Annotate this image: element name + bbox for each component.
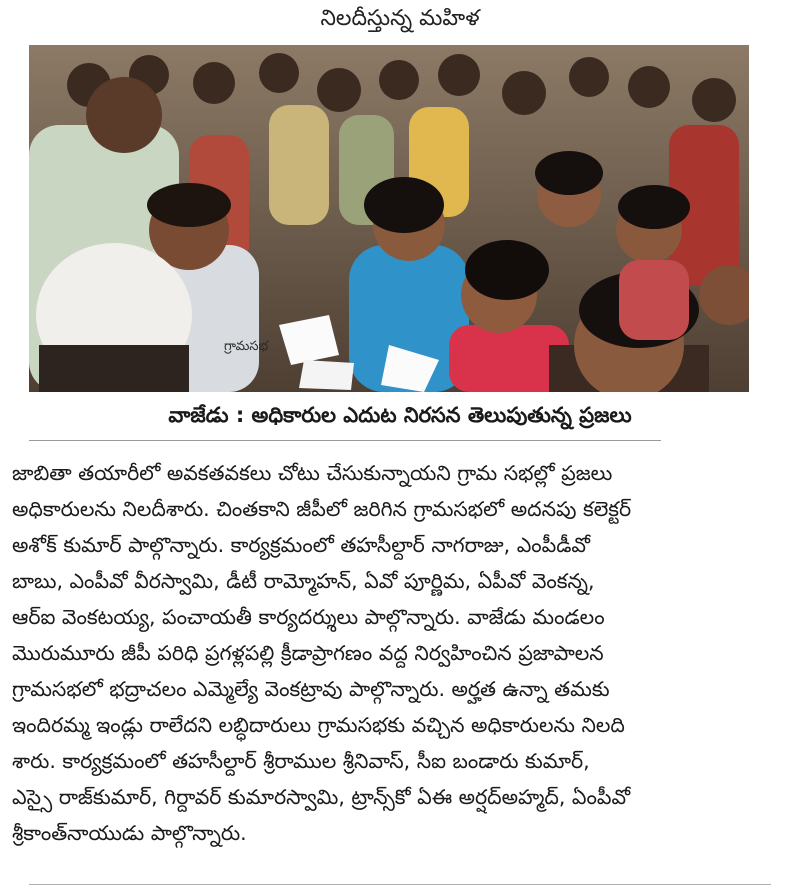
article-line: శారు. కార్యక్రమంలో తహసీల్దార్ శ్రీరాముల శ్రీనివాస్, సీఐ బండారు కుమార్,	[12, 749, 590, 773]
article-line: మొరుమూరు జీపీ పరిధి ప్రగళ్లపల్లి క్రీడాప్రాగణం వద్ద నిర్వహించిన ప్రజాపాలన	[12, 641, 604, 665]
crowd-photo-illustration	[29, 45, 749, 392]
article-line: ఇందిరమ్మ ఇండ్లు రాలేదని లబ్ధిదారులు గ్రామసభకు వచ్చిన అధికారులను నిలది	[12, 713, 625, 737]
article-line: గ్రామసభలో భద్రాచలం ఎమ్మెల్యే వెంకట్రావు పాల్గొన్నారు. అర్హత ఉన్నా తమకు	[12, 677, 610, 701]
article-line: అధికారులను నిలదీశారు. చింతకాని జీపీలో జరిగిన గ్రామసభలో అదనపు కలెక్టర్	[12, 497, 632, 521]
caption-divider	[29, 440, 661, 441]
article-line: అశోక్ కుమార్ పాల్గొన్నారు. కార్యక్రమంలో తహసీల్దార్ నాగరాజు, ఎంపీడీవో	[12, 533, 590, 557]
article-line: ఆర్ఐ వెంకటయ్య, పంచాయతీ కార్యదర్శులు పాల్గొన్నారు. వాజేడు మండలం	[12, 605, 605, 629]
article-line: బాబు, ఎంపీవో వీరస్వామి, డీటీ రామ్మోహన్, ఏవో పూర్ణిమ, ఏపీవో వెంకన్న,	[12, 569, 595, 593]
headline: నిలదీస్తున్న మహిళ	[320, 6, 480, 31]
article-line: శ్రీకాంత్‌నాయుడు పాల్గొన్నారు.	[12, 821, 247, 845]
article-body	[12, 455, 772, 851]
photo-caption: వాజేడు : అధికారుల ఎదుట నిరసన తెలుపుతున్న ప్రజలు	[168, 403, 632, 427]
bottom-divider	[29, 884, 771, 885]
photo-badge-text: గ్రామసభ	[224, 339, 269, 354]
article-line: ఎస్సై రాజ్‌కుమార్, గిర్దావర్ కుమారస్వామి, ట్రాన్స్‌కో ఏఈ అర్షద్‌అహ్మద్, ఏంపీవో	[12, 785, 631, 809]
article-line: జాబితా తయారీలో అవకతవకలు చోటు చేసుకున్నాయని గ్రామ సభల్లో ప్రజలు	[12, 461, 613, 485]
news-photo	[29, 45, 749, 392]
